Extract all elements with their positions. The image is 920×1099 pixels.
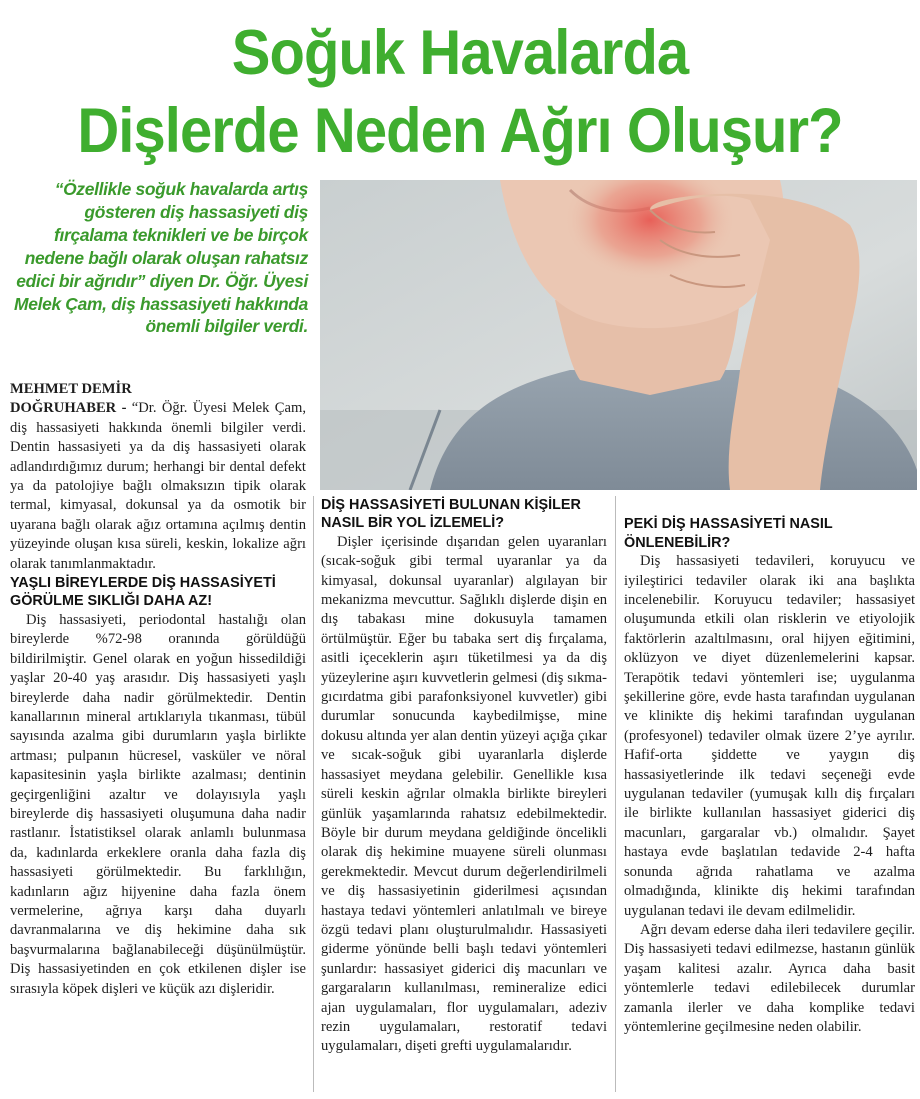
column-3-continuation-spacer <box>624 496 915 515</box>
column-divider <box>615 496 616 1092</box>
paragraph-conclusion: Ağrı devam ederse daha ileri tedavilere geçilir. Diş hassasiyeti tedavi edilmezse, hastanın günlük yaşam kalitesi azalır. Ayrıca daha basit yöntemlerle tedavi edilebilecek durumlar zamanla ilerler ve daha komplike tedavi yöntemlerine geçilmesine neden olabilir. <box>624 921 915 1035</box>
dateline: DOĞRUHABER - <box>10 400 127 417</box>
pull-quote: “Özellikle soğuk havalarda artış gösteren diş hassasiyeti diş fırçalama teknikleri ve be birçok nedene bağlı olarak oluşan rahatsız edici bir ağrıdır” diyen Dr. Öğr. Üyesi Melek Çam, diş hassasiyeti hakkında önemli bilgiler verdi. <box>14 179 308 337</box>
column-divider <box>313 496 314 1092</box>
paragraph-what-to-do: Dişler içerisinde dışarıdan gelen uyaranları (sıcak-soğuk gibi termal uyaranlar ya da kimyasal, dokunsal uyaranlar) algılayan bir mekanizma mevcuttur. Sağlıklı dişlerde dişin en dış tabakası mine dokusuyla tamamen örtülmüştür. Eğer bu tabaka sert diş fırçalama, asitli içeceklerin aşırı tüketilmesi ya da diş yüzeylerine aşırı kuvvetlerin gelmesi (diş sıkma-gıcırdatma gibi parafonksiyonel kuvvetler) gibi durumlar sonucunda kaybedilmişse, mine dokusu altında yer alan dentin yüzeyi açığa çıkar ve sıcak-soğuk gibi uyaranlarla dişlerde hassasiyet meydana gelebilir. Genellikle kısa süreli keskin ağrılar olmakla birlikte bireyleri günlük yaşamlarında rahatsız edebilmektedir. Böyle bir durum meydana geldiğinde öncelikli olarak diş hekimine muayene süreli olunması gerekmektedir. Mevcut durum değerlendirilmeli ve diş hassasiyetinin giderilmesi açısından hastaya tedavi yöntemleri anlatılmalı ve bireye özgü tedavi planı oluşturulmalıdır. Hassasiyeti giderme yönünde belli başlı tedavi yöntemleri şunlardır: hassasiyet giderici diş macunları ve gargaraların kullanılması, remineralize edici ajan uygulamaları, flor uygulamaları, adeziv rezin uygulamaları, restoratif tedavi uygulamaları, dişeti grefti uygulamalarıdır. <box>321 533 607 1055</box>
subheading-elderly: YAŞLI BİREYLERDE DİŞ HASSASİYETİ GÖRÜLME SIKLIĞI DAHA AZ! <box>10 575 276 610</box>
lead-text: “Dr. Öğr. Üyesi Melek Çam, diş hassasiyeti hakkında önemli bilgiler verdi. Dentin hassasiyeti ya da diş hassasiyeti olarak adlandırdığımız durum; herhangi bir dental defekt ya da patolojiye bağlı olmaksızın tipik olarak termal, kimyasal, dokunsal ya da osmotik bir uyarana bağlı olarak ağız ortamına açılmış dentin yüzeyinde oluşan kısa süreli, keskin, lokalize ağrı olarak tanımlanmaktadır. <box>10 400 306 572</box>
subheading-prevention: PEKİ DİŞ HASSASİYETİ NASIL ÖNLENEBİLİR? <box>624 516 833 551</box>
article-column-2 <box>321 496 607 1057</box>
toothache-photo <box>320 180 917 490</box>
subheading-what-to-do: DİŞ HASSASİYETİ BULUNAN KİŞİLER NASIL BİR YOL İZLEMELİ? <box>321 497 581 532</box>
lead-paragraph <box>10 399 306 574</box>
article-column-1 <box>10 380 306 999</box>
headline-line-2: Dişlerde Neden Ağrı Oluşur? <box>77 96 843 166</box>
article-column-3 <box>624 496 915 1037</box>
paragraph-elderly: Diş hassasiyeti, periodontal hastalığı olan bireylerde %72-98 oranında görüldüğü bildirilmiştir. Genel olarak en yoğun hissedildiği yaşlar 20-40 yaş arasıdır. Diş hassasiyeti yaşlı bireylerde daha nadir görülmektedir. Dentin kanallarının mineral artıklarıyla tıkanması, tübül sayısında azalma gibi durumların yaşla birlikte artması; pulpanın hücresel, vasküler ve nöral kapasitesinin yaşla birlikte azalması; dentinin geçirgenliğini azaltır ve dolayısıyla yaşlı bireylerde diş hassasiyeti oluşumuna daha nadir rastlanır. İstatistiksel olarak anlamlı bulunmasa da, kadınlarda erkeklere oranla daha fazla diş hassasiyeti görülmektedir. Bu farklılığın, kadınların ağız hijyenine daha fazla önem vermelerine, ağrıya karşı daha duyarlı davranmalarına ve diş hekimine daha sık başvurmalarına bağlanabileceği düşünülmüştür. Diş hassasiyetinden en çok etkilenen dişler ise sırasıyla köpek dişleri ve küçük azı dişleridir. <box>10 611 306 997</box>
byline: MEHMET DEMİR <box>10 381 132 397</box>
article-headline <box>37 14 883 170</box>
headline-line-1: Soğuk Havalarda <box>231 18 689 88</box>
toothache-photo-illustration <box>320 180 917 490</box>
paragraph-prevention: Diş hassasiyeti tedavileri, koruyucu ve iyileştirici tedaviler olarak iki ana başlıkta incelenebilir. Koruyucu tedaviler; hassasiyet oluşumunda etkili olan risklerin ve etiyolojik faktörlerin azaltılmasını, oral hijyen eğitimini, oklüzyon ve diyet düzenlemelerini kapsar. Terapötik tedavi yöntemleri ise; uygulanma şekillerine göre, evde hasta tarafından uygulanan ve klinikte diş hekimi tarafından uygulanan (profesyonel) tedaviler olmak üzere 2’ye ayrılır. Hafif-orta şiddette ve yaygın diş hassasiyetlerinde ilk tedavi seçeneği evde uygulanan tedaviler (yumuşak kıllı diş fırçaları ile birlikte kullanılan hassasiyet giderici diş macunları, gargaralar vb.) olmalıdır. Şayet hastaya evde başlatılan tedavide 2-4 hafta sonunda ağrıda rahatlama ve azalma olmadığında, klinikte diş hekimi tarafından uygulanan tedavi ile devam edilmelidir. <box>624 553 915 919</box>
